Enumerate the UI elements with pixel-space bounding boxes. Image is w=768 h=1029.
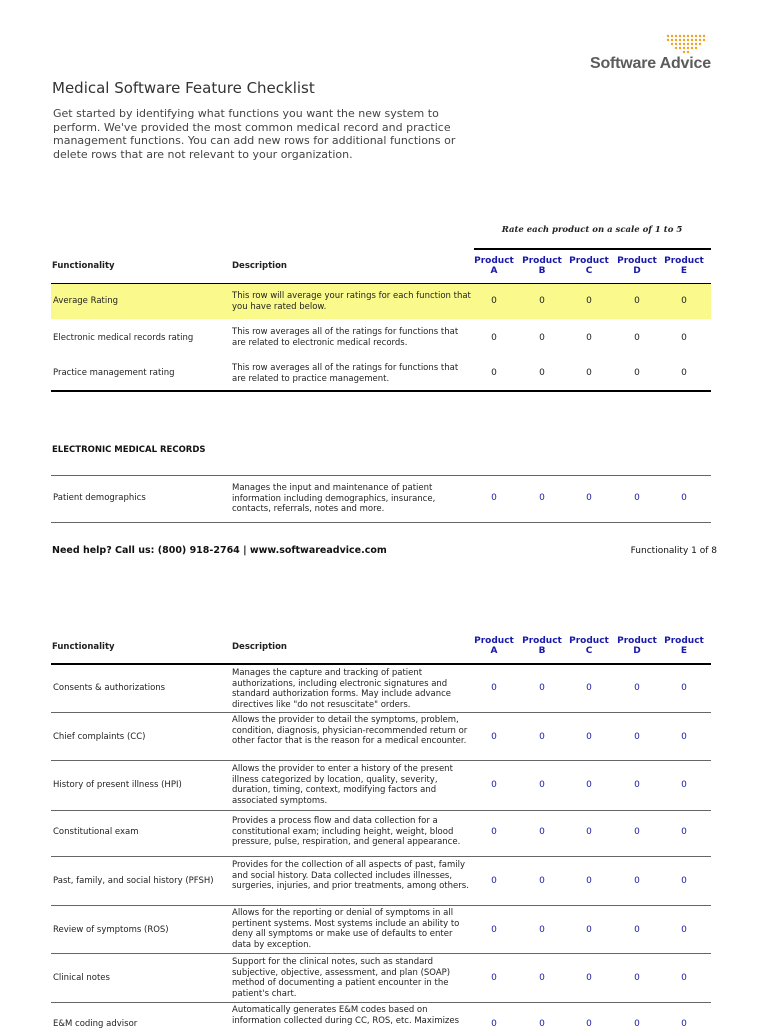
rating-cell-a[interactable]: 0	[491, 780, 497, 790]
product-header-label: Product	[569, 636, 609, 646]
rating-cell-a[interactable]: 0	[491, 876, 497, 886]
product-header-d	[614, 636, 660, 656]
rating-cell-b[interactable]: 0	[539, 493, 545, 503]
product-header-letter: C	[585, 646, 593, 656]
product-header-b	[519, 636, 565, 656]
row-description: Allows for the reporting or denial of symptoms in all pertinent systems. Most systems include an ability to deny all symptoms or make use of defaults to enter data by exception.	[232, 908, 460, 950]
header-rule	[474, 248, 711, 250]
rating-cell-e: 0	[681, 368, 687, 378]
rating-cell-c[interactable]: 0	[586, 732, 592, 742]
product-header-label: Product	[617, 636, 657, 646]
rating-cell-a[interactable]: 0	[491, 925, 497, 935]
rating-cell-b[interactable]: 0	[539, 780, 545, 790]
product-header-label: Product	[474, 636, 514, 646]
rating-cell-d[interactable]: 0	[634, 876, 640, 886]
rating-cell-e[interactable]: 0	[681, 973, 687, 983]
rating-cell-c: 0	[586, 333, 592, 343]
rating-cell-d[interactable]: 0	[634, 683, 640, 693]
rating-cell-e[interactable]: 0	[681, 493, 687, 503]
product-header-letter: A	[490, 266, 498, 276]
rating-cell-e[interactable]: 0	[681, 1019, 687, 1029]
rating-cell-e[interactable]: 0	[681, 780, 687, 790]
rating-cell-c[interactable]: 0	[586, 493, 592, 503]
rating-cell-b: 0	[539, 368, 545, 378]
row-description: Manages the input and maintenance of patient information including demographics, insurance, contacts, referrals, notes and more.	[232, 483, 436, 514]
rating-cell-d[interactable]: 0	[634, 827, 640, 837]
row-functionality: Electronic medical records rating	[53, 333, 194, 343]
row-functionality: History of present illness (HPI)	[53, 780, 182, 790]
product-header-a	[471, 256, 517, 276]
rating-cell-c[interactable]: 0	[586, 827, 592, 837]
help-contact: Need help? Call us: (800) 918-2764 | www.softwareadvice.com	[52, 545, 387, 556]
row-divider	[51, 760, 711, 761]
rating-cell-d[interactable]: 0	[634, 493, 640, 503]
row-divider	[51, 522, 711, 523]
row-description: Automatically generates E&M codes based on information collected during CC, ROS, etc. Maximizes	[232, 1005, 460, 1026]
row-functionality: Practice management rating	[53, 368, 175, 378]
rating-cell-e[interactable]: 0	[681, 732, 687, 742]
row-description: Support for the clinical notes, such as standard subjective, objective, assessment, and plan (SOAP) method of documenting a patient encounter in the patient's chart.	[232, 957, 451, 999]
product-header-e	[661, 636, 707, 656]
row-description: Allows the provider to detail the symptoms, problem, condition, diagnosis, physician-recommended return or other factor that is the reason for a medical encounter.	[232, 715, 468, 746]
intro-paragraph: Get started by identifying what functions you want the new system to perform. We've provided the most common medical record and practice management functions. You can add new rows for additional functions or delete rows that are not relevant to your organization.	[53, 107, 456, 161]
row-divider	[51, 810, 711, 811]
rating-cell-e: 0	[681, 296, 687, 306]
rating-cell-b: 0	[539, 296, 545, 306]
rating-cell-e[interactable]: 0	[681, 925, 687, 935]
product-header-c	[566, 256, 612, 276]
row-divider	[51, 712, 711, 713]
rating-cell-b[interactable]: 0	[539, 827, 545, 837]
rating-cell-c[interactable]: 0	[586, 925, 592, 935]
rating-cell-b: 0	[539, 333, 545, 343]
product-header-b	[519, 256, 565, 276]
product-header-letter: D	[633, 646, 641, 656]
row-functionality: Average Rating	[53, 296, 119, 306]
row-description: This row averages all of the ratings for functions that are related to practice management.	[232, 363, 459, 384]
product-header-letter: C	[585, 266, 593, 276]
row-description: Allows the provider to enter a history of the present illness categorized by location, quality, severity, duration, timing, context, modifying factors and associated symptoms.	[232, 764, 453, 806]
rating-cell-e[interactable]: 0	[681, 827, 687, 837]
description-header-2: Description	[232, 642, 287, 652]
rating-cell-b[interactable]: 0	[539, 876, 545, 886]
rating-cell-c: 0	[586, 368, 592, 378]
rating-cell-c[interactable]: 0	[586, 780, 592, 790]
rating-cell-b[interactable]: 0	[539, 973, 545, 983]
row-functionality: Past, family, and social history (PFSH)	[53, 876, 214, 886]
page-indicator: Functionality 1 of 8	[630, 546, 717, 556]
rating-cell-b[interactable]: 0	[539, 1019, 545, 1029]
product-header-label: Product	[664, 256, 704, 266]
functionality-header-2: Functionality	[52, 642, 115, 652]
product-header-letter: A	[490, 646, 498, 656]
rating-cell-a: 0	[491, 368, 497, 378]
row-description: This row averages all of the ratings for functions that are related to electronic medical records.	[232, 327, 459, 348]
rating-cell-c[interactable]: 0	[586, 1019, 592, 1029]
product-header-a	[471, 636, 517, 656]
logo-text: Software Advice	[590, 55, 711, 72]
product-header-letter: B	[538, 266, 546, 276]
rating-cell-d[interactable]: 0	[634, 1019, 640, 1029]
product-header-c	[566, 636, 612, 656]
summary-bottom-rule	[51, 390, 711, 392]
rating-cell-e[interactable]: 0	[681, 876, 687, 886]
row-functionality: Constitutional exam	[53, 827, 139, 837]
rating-cell-e[interactable]: 0	[681, 683, 687, 693]
row-functionality: Patient demographics	[53, 493, 146, 503]
row-divider	[51, 905, 711, 906]
row-functionality: E&M coding advisor	[53, 1019, 138, 1029]
row-description: This row will average your ratings for each function that you have rated below.	[232, 291, 471, 312]
product-header-label: Product	[617, 256, 657, 266]
functionality-header: Functionality	[52, 261, 115, 271]
product-header-label: Product	[522, 256, 562, 266]
product-header-letter: D	[633, 266, 641, 276]
rating-cell-c[interactable]: 0	[586, 973, 592, 983]
row-divider	[51, 856, 711, 857]
rating-cell-a: 0	[491, 296, 497, 306]
rating-cell-e: 0	[681, 333, 687, 343]
product-header-label: Product	[474, 256, 514, 266]
product-header-letter: E	[680, 646, 688, 656]
rating-cell-c[interactable]: 0	[586, 683, 592, 693]
rating-cell-a: 0	[491, 333, 497, 343]
rating-cell-a[interactable]: 0	[491, 683, 497, 693]
product-header-letter: E	[680, 266, 688, 276]
rating-cell-c[interactable]: 0	[586, 876, 592, 886]
rating-cell-d[interactable]: 0	[634, 925, 640, 935]
rating-cell-d[interactable]: 0	[634, 732, 640, 742]
row-divider	[51, 953, 711, 954]
rating-cell-d: 0	[634, 333, 640, 343]
product-header-e	[661, 256, 707, 276]
row-description: Manages the capture and tracking of patient authorizations, including electronic signatures and standard authorization forms. May include advance directives like "do not resuscitate" orders.	[232, 668, 451, 710]
rating-cell-d[interactable]: 0	[634, 973, 640, 983]
row-divider	[51, 1002, 711, 1003]
product-header-letter: B	[538, 646, 546, 656]
rating-cell-b[interactable]: 0	[539, 925, 545, 935]
section-rule	[51, 475, 711, 476]
software-advice-logo-icon	[665, 34, 707, 54]
page-title: Medical Software Feature Checklist	[52, 79, 315, 97]
row-functionality: Clinical notes	[53, 973, 110, 983]
row-description: Provides a process flow and data collection for a constitutional exam; including height, weight, blood pressure, pulse, respiration, and general appearance.	[232, 816, 461, 847]
header-bottom-rule-2	[51, 663, 711, 665]
rating-cell-d: 0	[634, 368, 640, 378]
rating-cell-b[interactable]: 0	[539, 683, 545, 693]
rating-cell-a[interactable]: 0	[491, 973, 497, 983]
product-header-label: Product	[569, 256, 609, 266]
rating-cell-a[interactable]: 0	[491, 827, 497, 837]
product-header-d	[614, 256, 660, 276]
row-functionality: Chief complaints (CC)	[53, 732, 146, 742]
rating-cell-d: 0	[634, 296, 640, 306]
row-functionality: Review of symptoms (ROS)	[53, 925, 169, 935]
product-header-label: Product	[664, 636, 704, 646]
description-header: Description	[232, 261, 287, 271]
rating-instruction: Rate each product on a scale of 1 to 5	[501, 225, 683, 235]
rating-cell-a[interactable]: 0	[491, 1019, 497, 1029]
row-functionality: Consents & authorizations	[53, 683, 166, 693]
rating-cell-a[interactable]: 0	[491, 732, 497, 742]
rating-cell-d[interactable]: 0	[634, 780, 640, 790]
rating-cell-c: 0	[586, 296, 592, 306]
rating-cell-a[interactable]: 0	[491, 493, 497, 503]
product-header-label: Product	[522, 636, 562, 646]
section-label: ELECTRONIC MEDICAL RECORDS	[52, 445, 206, 455]
row-description: Provides for the collection of all aspects of past, family and social history. Data collected includes illnesses, surgeries, injuries, and prior treatments, among others.	[232, 860, 469, 891]
rating-cell-b[interactable]: 0	[539, 732, 545, 742]
